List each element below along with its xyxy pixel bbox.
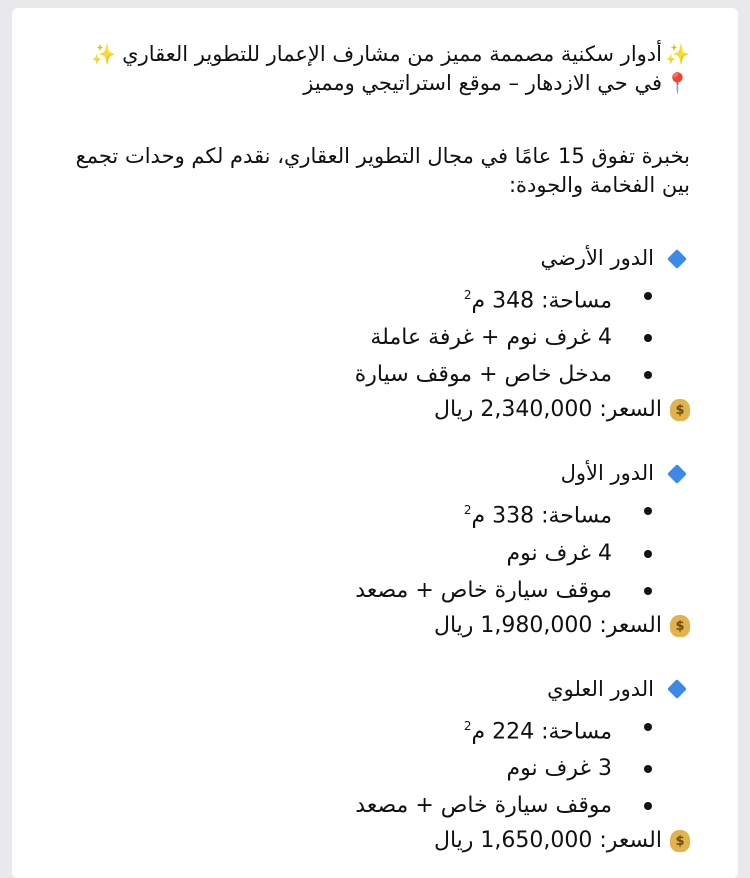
floor-price-text: السعر: 2,340,000 ريال: [433, 397, 662, 423]
list-item: [50, 535, 652, 572]
list-item: [50, 750, 652, 787]
floor-price-text: السعر: 1,980,000 ريال: [433, 612, 662, 638]
blue-diamond-icon: [667, 464, 687, 484]
intro-paragraph: بخبرة تفوق 15 عامًا في مجال التطوير العقاري، نقدم لكم وحدات تجمع بين الفخامة والجودة:: [75, 144, 690, 197]
floor-rooms: 4 غرف نوم + غرفة عاملة: [370, 325, 612, 351]
list-item: [50, 787, 652, 824]
sparkles-icon: ✨: [91, 42, 117, 66]
intro-line-1: [50, 40, 690, 69]
floor-features: موقف سيارة خاص + مصعد: [355, 577, 612, 603]
intro-location: في حي الازدهار – موقع استراتيجي ومميز: [303, 71, 662, 95]
floor-heading: [50, 675, 690, 704]
squared-superscript: 2: [463, 503, 472, 518]
floor-area: مساحة: 348 م: [471, 288, 612, 314]
floor-details-list: [50, 708, 690, 824]
list-item: [50, 277, 652, 319]
money-bag-icon: $: [670, 830, 690, 852]
floor-features: موقف سيارة خاص + مصعد: [355, 792, 612, 818]
list-item: [50, 356, 652, 393]
round-pushpin-icon: 📍: [665, 71, 690, 95]
floor-price: [50, 393, 690, 427]
floor-heading: [50, 459, 690, 488]
money-bag-icon: $: [670, 615, 690, 637]
intro-title: أدوار سكنية مصممة مميز من مشارف الإعمار للتطوير العقاري: [122, 42, 662, 66]
blue-diamond-icon: [667, 249, 687, 269]
list-item: [50, 492, 652, 534]
list-item: [50, 572, 652, 609]
floor-heading: [50, 244, 690, 273]
floor-features: مدخل خاص + موقف سيارة: [354, 362, 612, 388]
floor-rooms: 4 غرف نوم: [506, 540, 612, 566]
blue-diamond-icon: [667, 679, 687, 699]
floor-details-list: [50, 492, 690, 608]
listing-text: [50, 40, 690, 858]
intro-line-2: [50, 69, 690, 98]
sparkles-icon: ✨: [665, 42, 690, 66]
squared-superscript: 2: [463, 718, 472, 733]
floor-rooms: 3 غرف نوم: [506, 755, 612, 781]
floor-title: الدور العلوي: [547, 676, 654, 701]
list-item: [50, 319, 652, 356]
floor-price: [50, 824, 690, 858]
list-item: [50, 708, 652, 750]
message-card: [12, 8, 738, 878]
squared-superscript: 2: [463, 288, 472, 302]
floor-title: الدور الأرضي: [540, 246, 654, 270]
floor-section-first: [50, 459, 690, 642]
floor-details-list: [50, 277, 690, 393]
floor-price-text: السعر: 1,650,000 ريال: [433, 827, 662, 853]
floor-area: مساحة: 224 م: [471, 718, 612, 744]
floor-area: مساحة: 338 م: [471, 503, 612, 529]
floor-title: الدور الأول: [560, 461, 654, 486]
floor-price: [50, 609, 690, 643]
floor-section-ground: [50, 244, 690, 427]
money-bag-icon: $: [670, 399, 690, 421]
floor-section-top: [50, 675, 690, 858]
